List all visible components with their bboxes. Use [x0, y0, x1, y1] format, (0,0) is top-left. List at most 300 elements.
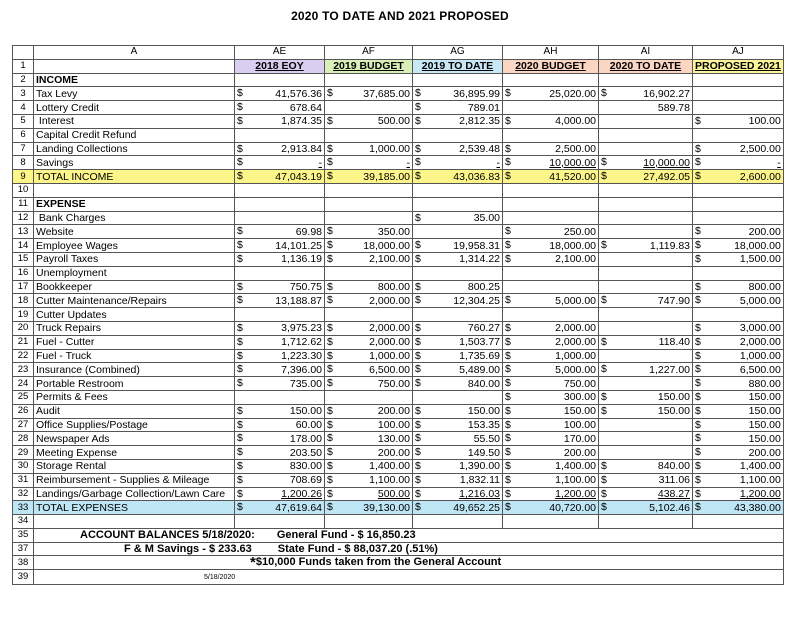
value-cell[interactable]: [599, 294, 693, 308]
table-row: [13, 87, 784, 101]
value-cell[interactable]: [599, 252, 693, 266]
value-cell[interactable]: [503, 239, 599, 253]
cell-value: 150.00: [657, 405, 690, 418]
value-cell[interactable]: [693, 349, 784, 363]
header-2020-to-date[interactable]: 2020 TO DATE: [599, 59, 693, 73]
col-letter-aj[interactable]: AJ: [693, 46, 784, 60]
value-cell[interactable]: [599, 377, 693, 391]
value-cell[interactable]: [693, 446, 784, 460]
value-cell[interactable]: [235, 294, 325, 308]
header-2019-budget[interactable]: 2019 BUDGET: [325, 59, 413, 73]
currency-symbol: $: [695, 473, 701, 486]
header-2018-eoy[interactable]: 2018 EOY: [235, 59, 325, 73]
value-cell[interactable]: [693, 211, 784, 225]
value-cell[interactable]: [325, 156, 413, 170]
value-cell[interactable]: [693, 142, 784, 156]
cell-value: 2,000.00: [369, 336, 410, 349]
value-cell[interactable]: [325, 87, 413, 101]
value-cell[interactable]: [413, 266, 503, 280]
row-label[interactable]: [34, 515, 235, 529]
value-cell[interactable]: [413, 349, 503, 363]
value-cell[interactable]: [413, 390, 503, 404]
row-label[interactable]: Office Supplies/Postage: [34, 418, 235, 432]
value-cell[interactable]: [413, 183, 503, 197]
value-cell[interactable]: [325, 239, 413, 253]
cell-value: 1,735.69: [459, 349, 500, 362]
table-row: [13, 156, 784, 170]
row-number: 38: [13, 556, 34, 570]
value-cell[interactable]: [503, 335, 599, 349]
value-cell[interactable]: [503, 252, 599, 266]
row-label[interactable]: Insurance (Combined): [34, 363, 235, 377]
value-cell[interactable]: [325, 197, 413, 211]
value-cell[interactable]: [693, 170, 784, 184]
value-cell[interactable]: [325, 377, 413, 391]
value-cell[interactable]: [413, 280, 503, 294]
value-cell[interactable]: [503, 73, 599, 87]
value-cell[interactable]: [503, 142, 599, 156]
currency-symbol: $: [695, 294, 701, 307]
value-cell[interactable]: [413, 459, 503, 473]
value-cell[interactable]: [235, 114, 325, 128]
value-cell[interactable]: [599, 239, 693, 253]
value-cell[interactable]: [503, 321, 599, 335]
value-cell[interactable]: [693, 280, 784, 294]
row-label[interactable]: Landings/Garbage Collection/Lawn Care: [34, 487, 235, 501]
value-cell[interactable]: [693, 87, 784, 101]
value-cell[interactable]: [693, 515, 784, 529]
value-cell[interactable]: [325, 308, 413, 322]
value-cell[interactable]: [413, 128, 503, 142]
value-cell[interactable]: [693, 487, 784, 501]
value-cell[interactable]: [503, 390, 599, 404]
currency-symbol: $: [415, 473, 421, 486]
value-cell[interactable]: [693, 197, 784, 211]
value-cell[interactable]: [235, 266, 325, 280]
value-cell[interactable]: [413, 142, 503, 156]
cell-value: 40,720.00: [549, 501, 596, 514]
date-cell[interactable]: [34, 570, 784, 585]
value-cell[interactable]: [235, 404, 325, 418]
value-cell[interactable]: [413, 239, 503, 253]
value-cell[interactable]: [503, 156, 599, 170]
value-cell[interactable]: [503, 308, 599, 322]
value-cell[interactable]: [413, 473, 503, 487]
value-cell[interactable]: [413, 308, 503, 322]
value-cell[interactable]: [413, 101, 503, 115]
header-2020-budget[interactable]: 2020 BUDGET: [503, 59, 599, 73]
value-cell[interactable]: [693, 418, 784, 432]
value-cell[interactable]: [325, 73, 413, 87]
value-cell[interactable]: [325, 142, 413, 156]
value-cell[interactable]: [413, 404, 503, 418]
value-cell[interactable]: [235, 418, 325, 432]
value-cell[interactable]: [235, 335, 325, 349]
value-cell[interactable]: [235, 390, 325, 404]
value-cell[interactable]: [599, 432, 693, 446]
currency-symbol: $: [415, 142, 421, 155]
value-cell[interactable]: [235, 308, 325, 322]
value-cell[interactable]: [325, 170, 413, 184]
value-cell[interactable]: [235, 211, 325, 225]
value-cell[interactable]: [235, 432, 325, 446]
value-cell[interactable]: [503, 211, 599, 225]
value-cell[interactable]: [235, 197, 325, 211]
value-cell[interactable]: [599, 266, 693, 280]
value-cell[interactable]: [503, 225, 599, 239]
value-cell[interactable]: [693, 114, 784, 128]
header-cell-a[interactable]: [34, 59, 235, 73]
value-cell[interactable]: [693, 73, 784, 87]
value-cell[interactable]: [503, 473, 599, 487]
value-cell[interactable]: [235, 183, 325, 197]
value-cell[interactable]: [599, 459, 693, 473]
row-label[interactable]: Website: [34, 225, 235, 239]
currency-symbol: $: [505, 501, 511, 514]
row-label[interactable]: Bookkeeper: [34, 280, 235, 294]
cell-value: 1,200.00: [739, 487, 781, 500]
row-label[interactable]: Audit: [34, 404, 235, 418]
currency-symbol: $: [695, 487, 701, 500]
value-cell[interactable]: [599, 197, 693, 211]
table-row: [13, 280, 784, 294]
value-cell[interactable]: [325, 225, 413, 239]
value-cell[interactable]: [599, 446, 693, 460]
value-cell[interactable]: [235, 349, 325, 363]
value-cell[interactable]: [325, 459, 413, 473]
value-cell[interactable]: [413, 363, 503, 377]
value-cell[interactable]: [599, 335, 693, 349]
value-cell[interactable]: [503, 266, 599, 280]
value-cell[interactable]: [693, 252, 784, 266]
value-cell[interactable]: [693, 390, 784, 404]
table-row: [13, 432, 784, 446]
row-label[interactable]: Bank Charges: [34, 211, 235, 225]
value-cell[interactable]: [693, 266, 784, 280]
value-cell[interactable]: [599, 515, 693, 529]
row-label[interactable]: Truck Repairs: [34, 321, 235, 335]
value-cell[interactable]: [503, 349, 599, 363]
currency-symbol: $: [415, 349, 421, 362]
corner-cell[interactable]: [13, 46, 34, 60]
value-cell[interactable]: [503, 183, 599, 197]
value-cell[interactable]: [599, 156, 693, 170]
value-cell[interactable]: [503, 280, 599, 294]
value-cell[interactable]: [503, 432, 599, 446]
cell-value: 500.00: [377, 115, 410, 128]
row-label[interactable]: EXPENSE: [34, 197, 235, 211]
col-letter-ag[interactable]: AG: [413, 46, 503, 60]
value-cell[interactable]: [693, 308, 784, 322]
value-cell[interactable]: [693, 239, 784, 253]
currency-symbol: $: [695, 170, 701, 183]
funds-note-cell[interactable]: [34, 556, 784, 570]
currency-symbol: $: [327, 404, 333, 417]
value-cell[interactable]: [235, 487, 325, 501]
value-cell[interactable]: [235, 515, 325, 529]
row-label[interactable]: Meeting Expense: [34, 446, 235, 460]
value-cell[interactable]: [413, 335, 503, 349]
value-cell[interactable]: [413, 446, 503, 460]
value-cell[interactable]: [693, 101, 784, 115]
value-cell[interactable]: [503, 114, 599, 128]
value-cell[interactable]: [325, 280, 413, 294]
currency-symbol: $: [327, 156, 333, 169]
table-row: [13, 473, 784, 487]
row-number: 23: [13, 363, 34, 377]
value-cell[interactable]: [325, 418, 413, 432]
row-label[interactable]: Savings: [34, 156, 235, 170]
value-cell[interactable]: [235, 142, 325, 156]
value-cell[interactable]: [693, 432, 784, 446]
currency-symbol: $: [695, 459, 701, 472]
value-cell[interactable]: [325, 252, 413, 266]
header-proposed-2021[interactable]: PROPOSED 2021: [693, 59, 784, 73]
value-cell[interactable]: [235, 170, 325, 184]
currency-symbol: $: [505, 459, 511, 472]
row-label[interactable]: Portable Restroom: [34, 377, 235, 391]
value-cell[interactable]: [599, 321, 693, 335]
currency-symbol: $: [237, 87, 243, 100]
value-cell[interactable]: [235, 446, 325, 460]
currency-symbol: $: [601, 390, 607, 403]
row-label[interactable]: Cutter Maintenance/Repairs: [34, 294, 235, 308]
value-cell[interactable]: [325, 487, 413, 501]
currency-symbol: $: [237, 101, 243, 114]
account-balances-cell[interactable]: [34, 528, 784, 542]
value-cell[interactable]: [599, 114, 693, 128]
value-cell[interactable]: [599, 211, 693, 225]
value-cell[interactable]: [693, 501, 784, 515]
value-cell[interactable]: [599, 101, 693, 115]
value-cell[interactable]: [325, 363, 413, 377]
row-label[interactable]: Unemployment: [34, 266, 235, 280]
row-number: 6: [13, 128, 34, 142]
value-cell[interactable]: [599, 128, 693, 142]
savings-cell[interactable]: [34, 542, 784, 556]
value-cell[interactable]: [693, 335, 784, 349]
currency-symbol: $: [327, 349, 333, 362]
currency-symbol: $: [327, 87, 333, 100]
row-label[interactable]: Cutter Updates: [34, 308, 235, 322]
value-cell[interactable]: [693, 363, 784, 377]
currency-symbol: $: [237, 114, 243, 127]
value-cell[interactable]: [599, 280, 693, 294]
currency-symbol: $: [327, 225, 333, 238]
value-cell[interactable]: [693, 225, 784, 239]
row-label[interactable]: Fuel - Truck: [34, 349, 235, 363]
value-cell[interactable]: [235, 459, 325, 473]
value-cell[interactable]: [599, 418, 693, 432]
value-cell[interactable]: [325, 349, 413, 363]
value-cell[interactable]: [325, 432, 413, 446]
value-cell[interactable]: [503, 418, 599, 432]
value-cell[interactable]: [503, 170, 599, 184]
value-cell[interactable]: [235, 252, 325, 266]
cell-value: 118.40: [658, 336, 690, 349]
value-cell[interactable]: [413, 225, 503, 239]
row-label[interactable]: Tax Levy: [34, 87, 235, 101]
cell-value: 438.27: [657, 487, 690, 500]
value-cell[interactable]: [693, 156, 784, 170]
value-cell[interactable]: [599, 308, 693, 322]
value-cell[interactable]: [503, 459, 599, 473]
value-cell[interactable]: [235, 239, 325, 253]
cell-value: 1,100.00: [369, 474, 410, 487]
currency-symbol: $: [237, 404, 243, 417]
value-cell[interactable]: [503, 501, 599, 515]
header-2019-to-date[interactable]: 2019 TO DATE: [413, 59, 503, 73]
currency-symbol: $: [327, 252, 333, 265]
col-letter-af[interactable]: AF: [325, 46, 413, 60]
cell-value: 2,000.00: [739, 336, 781, 349]
row-label[interactable]: [34, 183, 235, 197]
row-number: 32: [13, 487, 34, 501]
currency-symbol: $: [601, 487, 607, 500]
value-cell[interactable]: [325, 515, 413, 529]
value-cell[interactable]: [693, 473, 784, 487]
value-cell[interactable]: [503, 487, 599, 501]
value-cell[interactable]: [503, 87, 599, 101]
value-cell[interactable]: [413, 197, 503, 211]
row-label[interactable]: TOTAL EXPENSES: [34, 501, 235, 515]
value-cell[interactable]: [413, 73, 503, 87]
value-cell[interactable]: [693, 321, 784, 335]
value-cell[interactable]: [413, 156, 503, 170]
value-cell[interactable]: [599, 390, 693, 404]
value-cell[interactable]: [235, 156, 325, 170]
value-cell[interactable]: [693, 183, 784, 197]
value-cell[interactable]: [325, 183, 413, 197]
value-cell[interactable]: [413, 501, 503, 515]
row-label[interactable]: Storage Rental: [34, 459, 235, 473]
value-cell[interactable]: [599, 225, 693, 239]
value-cell[interactable]: [693, 377, 784, 391]
cell-value: 2,000.00: [369, 322, 410, 335]
value-cell[interactable]: [599, 349, 693, 363]
value-cell[interactable]: [235, 321, 325, 335]
table-row: [13, 404, 784, 418]
value-cell[interactable]: [235, 280, 325, 294]
value-cell[interactable]: [503, 128, 599, 142]
cell-value: 1,500.00: [739, 253, 781, 266]
value-cell[interactable]: [325, 211, 413, 225]
value-cell[interactable]: [413, 515, 503, 529]
value-cell[interactable]: [235, 473, 325, 487]
value-cell[interactable]: [693, 128, 784, 142]
cell-value: 750.75: [289, 280, 322, 293]
value-cell[interactable]: [413, 321, 503, 335]
value-cell[interactable]: [413, 114, 503, 128]
row-label[interactable]: Employee Wages: [34, 239, 235, 253]
value-cell[interactable]: [413, 252, 503, 266]
row-label[interactable]: Fuel - Cutter: [34, 335, 235, 349]
value-cell[interactable]: [325, 473, 413, 487]
value-cell[interactable]: [235, 377, 325, 391]
value-cell[interactable]: [599, 473, 693, 487]
value-cell[interactable]: [599, 487, 693, 501]
value-cell[interactable]: [599, 183, 693, 197]
col-letter-ah[interactable]: AH: [503, 46, 599, 60]
row-label[interactable]: TOTAL INCOME: [34, 170, 235, 184]
value-cell[interactable]: [503, 101, 599, 115]
row-label[interactable]: Lottery Credit: [34, 101, 235, 115]
value-cell[interactable]: [693, 404, 784, 418]
value-cell[interactable]: [413, 377, 503, 391]
value-cell[interactable]: [599, 170, 693, 184]
row-label[interactable]: Newspaper Ads: [34, 432, 235, 446]
value-cell[interactable]: [325, 294, 413, 308]
value-cell[interactable]: [599, 142, 693, 156]
col-letter-ai[interactable]: AI: [599, 46, 693, 60]
value-cell[interactable]: [693, 294, 784, 308]
col-letter-ae[interactable]: AE: [235, 46, 325, 60]
value-cell[interactable]: [503, 377, 599, 391]
value-cell[interactable]: [599, 87, 693, 101]
row-label[interactable]: Interest: [34, 114, 235, 128]
value-cell[interactable]: [503, 404, 599, 418]
value-cell[interactable]: [325, 501, 413, 515]
value-cell[interactable]: [413, 211, 503, 225]
value-cell[interactable]: [325, 266, 413, 280]
value-cell[interactable]: [503, 446, 599, 460]
value-cell[interactable]: [413, 432, 503, 446]
value-cell[interactable]: [325, 114, 413, 128]
value-cell[interactable]: [693, 459, 784, 473]
value-cell[interactable]: [503, 197, 599, 211]
value-cell[interactable]: [235, 73, 325, 87]
value-cell[interactable]: [235, 101, 325, 115]
col-letter-a[interactable]: A: [34, 46, 235, 60]
value-cell[interactable]: [235, 128, 325, 142]
value-cell[interactable]: [413, 487, 503, 501]
value-cell[interactable]: [599, 404, 693, 418]
row-label[interactable]: Payroll Taxes: [34, 252, 235, 266]
value-cell[interactable]: [503, 515, 599, 529]
value-cell[interactable]: [235, 363, 325, 377]
value-cell[interactable]: [325, 335, 413, 349]
value-cell[interactable]: [599, 73, 693, 87]
value-cell[interactable]: [325, 404, 413, 418]
row-label[interactable]: Capital Credit Refund: [34, 128, 235, 142]
value-cell[interactable]: [599, 501, 693, 515]
value-cell[interactable]: [235, 87, 325, 101]
value-cell[interactable]: [413, 418, 503, 432]
value-cell[interactable]: [325, 446, 413, 460]
value-cell[interactable]: [325, 321, 413, 335]
value-cell[interactable]: [413, 87, 503, 101]
value-cell[interactable]: [503, 294, 599, 308]
row-label[interactable]: Landing Collections: [34, 142, 235, 156]
value-cell[interactable]: [235, 225, 325, 239]
currency-symbol: $: [415, 377, 421, 390]
row-label[interactable]: Reimbursement - Supplies & Mileage: [34, 473, 235, 487]
value-cell[interactable]: [325, 101, 413, 115]
value-cell[interactable]: [503, 363, 599, 377]
value-cell[interactable]: [235, 501, 325, 515]
table-row: [13, 211, 784, 225]
value-cell[interactable]: [413, 294, 503, 308]
value-cell[interactable]: [599, 363, 693, 377]
value-cell[interactable]: [325, 128, 413, 142]
row-label[interactable]: INCOME: [34, 73, 235, 87]
value-cell[interactable]: [413, 170, 503, 184]
cell-value: 37,685.00: [363, 87, 410, 100]
cell-value: 178.00: [289, 432, 322, 445]
value-cell[interactable]: [325, 390, 413, 404]
row-number: 30: [13, 459, 34, 473]
row-label[interactable]: Permits & Fees: [34, 390, 235, 404]
